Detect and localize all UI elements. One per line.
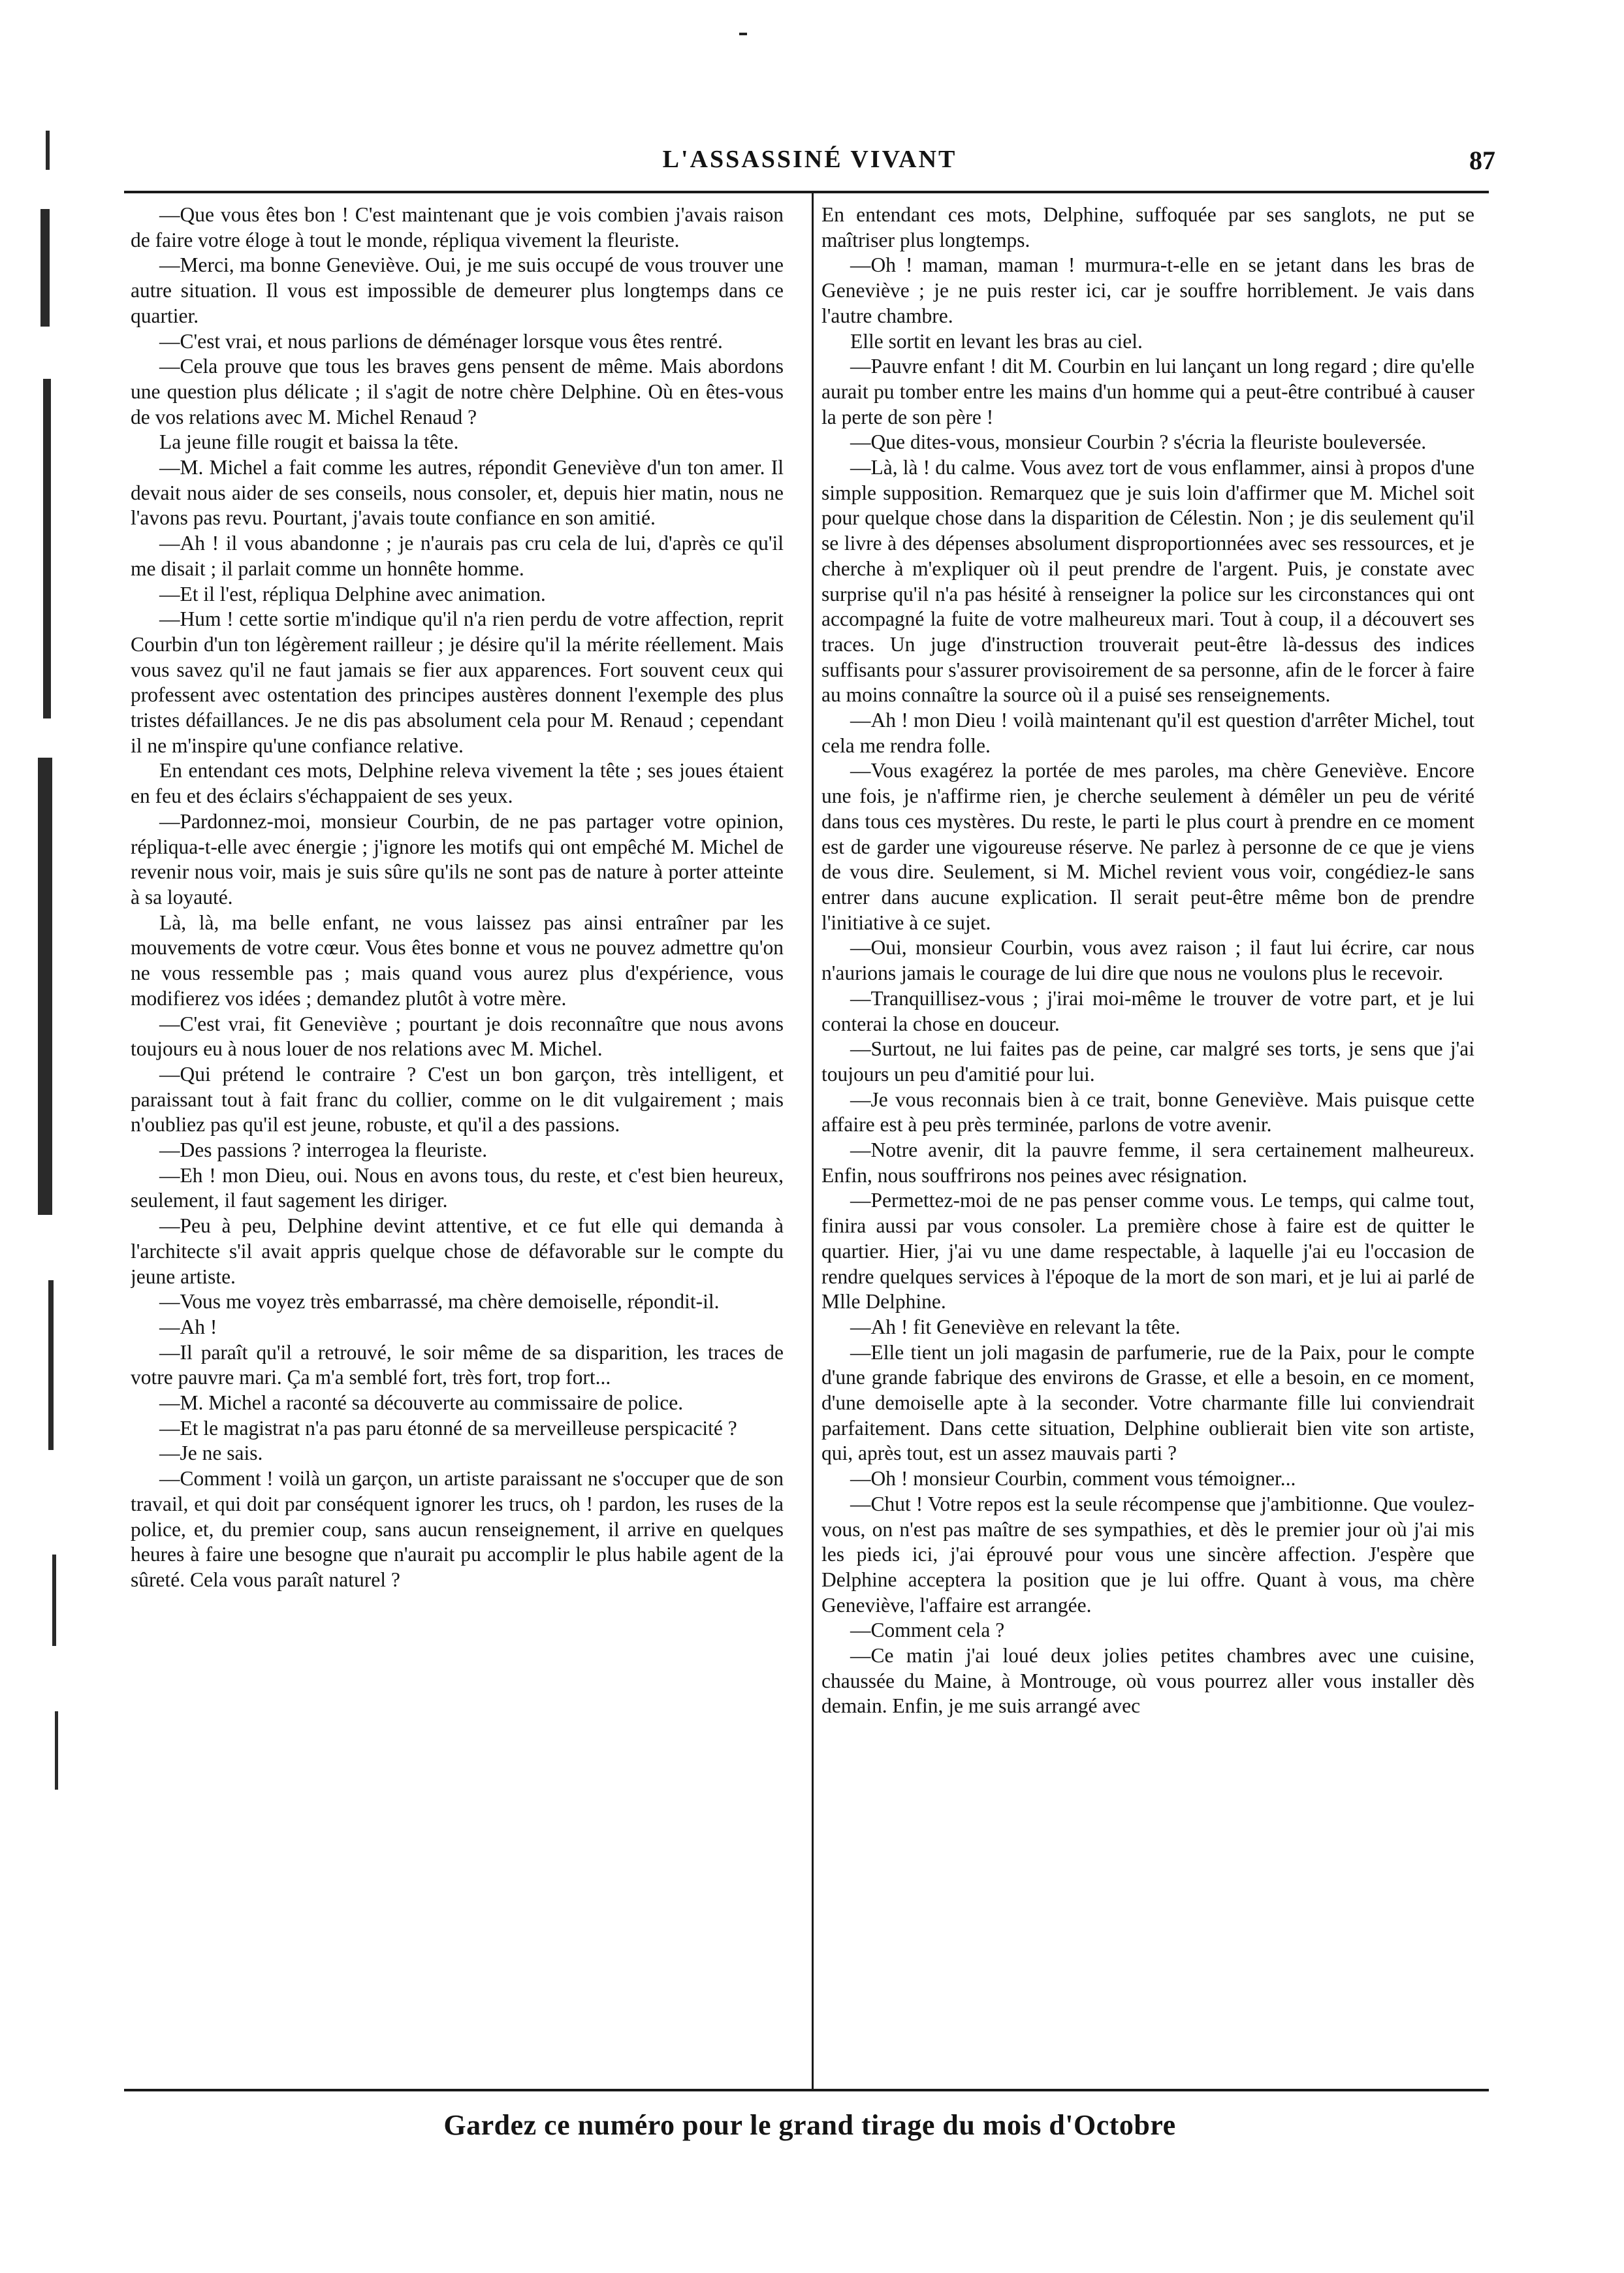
paragraph: —Ah ! il vous abandonne ; je n'aurais pas cru cela de lui, d'après ce qu'il me disait ; il parlait comme un honnête homme. [131,532,784,580]
paragraph: —Pauvre enfant ! dit M. Courbin en lui lançant un long regard ; dire qu'elle aurait pu tomber entre les mains d'un homme qui a peut-être contribué à causer la perte de son père ! [821,355,1474,428]
paragraph: —Comment ! voilà un garçon, un artiste paraissant ne s'occuper que de son travail, et qui doit par conséquent ignorer les trucs, oh ! pardon, les ruses de la police, et, du premier coup, sans aucun renseignement, il arrive en quelques heures à faire une besogne que n'aurait pu accomplir le plus habile agent de la sûreté. Cela vous paraît naturel ? [131,1467,784,1591]
paragraph: —Chut ! Votre repos est la seule récompense que j'ambitionne. Que voulez-vous, on n'est pas maître de ses sympathies, et dès le premier jour où j'ai mis les pieds ici, j'ai éprouvé pour vous une sincère affection. J'espère que Delphine acceptera la position que je lui offre. Quant à vous, ma chère Geneviève, l'affaire est arrangée. [821,1492,1474,1617]
paragraph: —Vous exagérez la portée de mes paroles, ma chère Geneviève. Encore une fois, je n'affirme rien, je cherche seulement à démêler un peu de vérité dans tous ces mystères. Du reste, le parti le plus court à prendre en ce moment est de garder une vigoureuse réserve. Ne parlez à personne de ce que je viens de vous dire. Seulement, si M. Michel revient vous voir, congédiez-le sans entrer dans aucune explication. Il serait peut-être même bon de prendre l'initiative à ce sujet. [821,759,1474,934]
paragraph: —C'est vrai, fit Geneviève ; pourtant je dois reconnaître que nous avons toujours eu à nous louer de nos relations avec M. Michel. [131,1012,784,1061]
paragraph: —C'est vrai, et nous parlions de déménager lorsque vous êtes rentré. [159,329,723,353]
paragraph: —Que dites-vous, monsieur Courbin ? s'écria la fleuriste bouleversée. [850,430,1427,454]
paragraph: —Que vous êtes bon ! C'est maintenant que je vois combien j'avais raison de faire votre éloge à tout le monde, répliqua vivement la fleuriste. [131,203,784,251]
paragraph: —Ah ! fit Geneviève en relevant la tête. [850,1315,1181,1338]
header-rule [124,191,1489,193]
paragraph: —Et il l'est, répliqua Delphine avec animation. [159,582,546,605]
paragraph: —Je ne sais. [159,1442,263,1465]
paragraph: —Ah ! mon Dieu ! voilà maintenant qu'il est question d'arrêter Michel, tout cela me rendra folle. [821,709,1474,757]
paragraph: —Surtout, ne lui faites pas de peine, car malgré ses torts, je sens que j'ai toujours un peu d'amitié pour lui. [821,1037,1474,1086]
page-header [124,138,1495,178]
paragraph: —Oui, monsieur Courbin, vous avez raison ; il faut lui écrire, car nous n'aurions jamais le courage de lui dire que nous ne voulons plus le recevoir. [821,936,1474,985]
paragraph: —Notre avenir, dit la pauvre femme, il sera certainement malheureux. Enfin, nous souffrirons nos peines avec résignation. [821,1138,1474,1187]
paragraph: —Il paraît qu'il a retrouvé, le soir même de sa disparition, les traces de votre pauvre mari. Ça m'a semblé fort, très fort, trop fort... [131,1340,784,1389]
paragraph: —Ce matin j'ai loué deux jolies petites chambres avec une cuisine, chaussée du Maine, à Montrouge, où vous pourrez aller vous installer dès demain. Enfin, je me suis arrangé avec [821,1644,1474,1718]
paragraph: —Ah ! [159,1315,217,1338]
paragraph: —Merci, ma bonne Geneviève. Oui, je me suis occupé de vous trouver une autre situation. Il vous est impossible de demeurer plus longtemps dans ce quartier. [131,253,784,327]
paragraph: Là, là, ma belle enfant, ne vous laissez pas ainsi entraîner par les mouvements de votre cœur. Vous êtes bonne et vous ne pouvez admettre qu'on ne vous ressemble pas ; mais quand vous aurez plus d'expérience, vous modifierez vos idées ; demandez plutôt à votre mère. [131,911,784,1010]
column-divider [812,193,814,2089]
paragraph: —Pardonnez-moi, monsieur Courbin, de ne pas partager votre opinion, répliqua-t-elle avec énergie ; j'ignore les motifs qui ont empêché M. Michel de revenir nous voir, mais je suis sûre qu'ils ne sont pas de nature à porter atteinte à sa loyauté. [131,809,784,909]
paragraph: —Cela prouve que tous les braves gens pensent de même. Mais abordons une question plus délicate ; il s'agit de notre chère Delphine. Où en êtes-vous de vos relations avec M. Michel Renaud ? [131,355,784,428]
paragraph: —Je vous reconnais bien à ce trait, bonne Geneviève. Mais puisque cette affaire est à peu près terminée, parlons de votre avenir. [821,1088,1474,1136]
running-title: L'ASSASSINÉ VIVANT [662,146,957,173]
page-number: 87 [1469,146,1495,175]
paragraph: —Tranquillisez-vous ; j'irai moi-même le trouver de votre part, et je lui conterai la chose en douceur. [821,986,1474,1035]
paragraph: —Là, là ! du calme. Vous avez tort de vous enflammer, ainsi à propos d'une simple supposition. Remarquez que je suis loin d'affirmer que M. Michel soit pour quelque chose dans la disparition de Célestin. Non ; je dis seulement qu'il se livre à des dépenses absolument disproportionnées avec ses ressources, et je cherche à m'expliquer où il peut prendre de l'argent. Puis, je constate avec surprise qu'il n'a pas hésité à renseigner la police sur les circonstances qui ont accompagné la fuite de votre malheureux mari. Tout à coup, il a découvert ses traces. Un juge d'instruction trouverait peut-être là-dessus des indices suffisants pour s'assurer provisoirement de sa personne, afin de le forcer à faire au moins connaître la source où il a puisé ses renseignements. [821,456,1474,707]
paragraph: Elle sortit en levant les bras au ciel. [850,329,1143,353]
paragraph: —Peu à peu, Delphine devint attentive, et ce fut elle qui demanda à l'architecte s'il avait appris quelque chose de défavorable sur le compte du jeune artiste. [131,1214,784,1288]
paragraph: —Oh ! maman, maman ! murmura-t-elle en se jetant dans les bras de Geneviève ; je ne puis rester ici, car je souffre horriblement. Je vais dans l'autre chambre. [821,253,1474,327]
paragraph: —Des passions ? interrogea la fleuriste. [159,1138,488,1162]
footer-rule [124,2089,1489,2091]
paragraph: —Hum ! cette sortie m'indique qu'il n'a rien perdu de votre affection, reprit Courbin d'un ton légèrement railleur ; je désire qu'il la mérite réellement. Mais vous savez qu'il ne faut jamais se fier aux apparences. Fort souvent ceux qui professent avec ostentation des principes austères donnent l'exemple des plus tristes défaillances. Je ne dis pas absolument cela pour M. Renaud ; cependant il ne m'inspire qu'une confiance relative. [131,607,784,757]
paragraph: —Vous me voyez très embarrassé, ma chère demoiselle, répondit-il. [159,1290,720,1314]
paragraph: En entendant ces mots, Delphine, suffoquée par ses sanglots, ne put se maîtriser plus longtemps. [821,203,1474,251]
print-mark [739,33,747,35]
paragraph: En entendant ces mots, Delphine releva vivement la tête ; ses joues étaient en feu et des éclairs s'échappaient de ses yeux. [131,759,784,808]
scan-margin-artifacts [26,131,78,1829]
paragraph: —M. Michel a raconté sa découverte au commissaire de police. [159,1391,684,1415]
paragraph: —Comment cela ? [850,1619,1005,1642]
paragraph: —Oh ! monsieur Courbin, comment vous témoigner... [850,1467,1296,1491]
footer-notice: Gardez ce numéro pour le grand tirage du mois d'Octobre [443,2109,1176,2141]
paragraph: —Et le magistrat n'a pas paru étonné de sa merveilleuse perspicacité ? [159,1416,737,1440]
paragraph: La jeune fille rougit et baissa la tête. [159,430,459,454]
right-column [821,202,1474,2084]
paragraph: —Elle tient un joli magasin de parfumerie, rue de la Paix, pour le compte d'une grande fabrique des environs de Grasse, et elle a besoin, en ce moment, d'une demoiselle apte à la seconder. Votre charmante fille lui conviendrait parfaitement. Dans cette situation, Delphine oublierait bien vite son artiste, qui, après tout, est un assez mauvais parti ? [821,1340,1474,1465]
paragraph: —M. Michel a fait comme les autres, répondit Geneviève d'un ton amer. Il devait nous aider de ses conseils, nous consoler, et, depuis hier matin, nous ne l'avons pas revu. Pourtant, j'avais toute confiance en son amitié. [131,456,784,530]
paragraph: —Eh ! mon Dieu, oui. Nous en avons tous, du reste, et c'est bien heureux, seulement, il faut sagement les diriger. [131,1163,784,1212]
paragraph: —Permettez-moi de ne pas penser comme vous. Le temps, qui calme tout, finira aussi par vous consoler. La première chose à faire est de quitter le quartier. Hier, j'ai vu une dame respectable, à laquelle j'ai eu l'occasion de rendre quelques services à l'époque de la mort de son mari, et je lui ai parlé de Mlle Delphine. [821,1189,1474,1314]
left-column [131,202,784,2084]
paragraph: —Qui prétend le contraire ? C'est un bon garçon, très intelligent, et paraissant tout à fait franc du collier, comme on le dit vulgairement ; mais n'oubliez pas qu'il est jeune, robuste, et qu'il a des passions. [131,1062,784,1136]
